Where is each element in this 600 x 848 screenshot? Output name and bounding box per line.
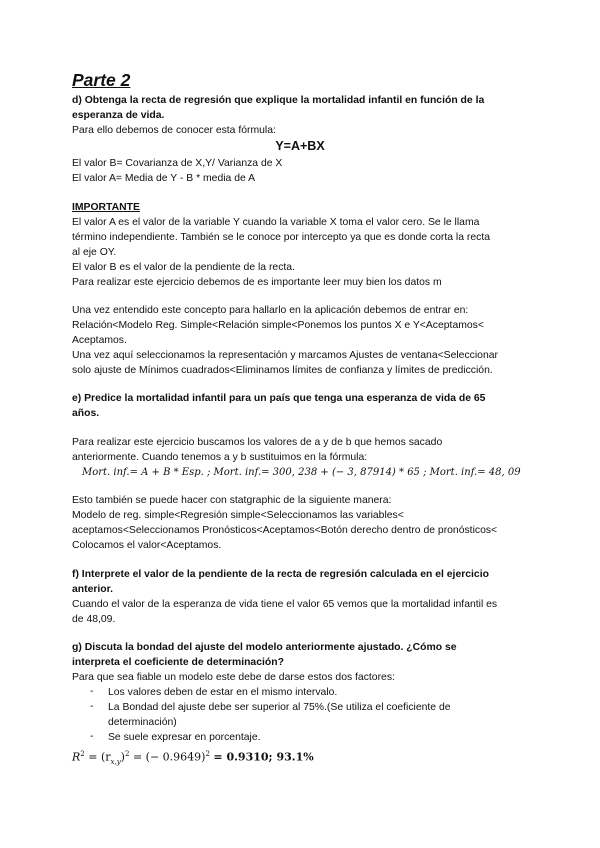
f-answer-line-1: Cuando el valor de la esperanza de vida tiene el valor 65 vemos que la mortalidad infantil es bbox=[72, 599, 498, 610]
procedure-line: Relación<Modelo Reg. Simple<Relación simple<Ponemos los puntos X e Y<Aceptamos< bbox=[72, 320, 484, 331]
f-answer-line-2: de 48,09. bbox=[72, 614, 116, 625]
bullet-dash: - bbox=[90, 686, 94, 697]
g-bullet-1: Los valores deben de estar en el mismo intervalo. bbox=[108, 687, 338, 698]
g-bullet-2-line-1: La Bondad del ajuste debe ser superior al 75%.(Se utiliza el coeficiente de bbox=[108, 702, 451, 713]
question-e-line-2: años. bbox=[72, 408, 100, 419]
question-d-line-1: d) Obtenga la recta de regresión que explique la mortalidad infantil en función de la bbox=[72, 95, 485, 106]
question-f-line-2: anterior. bbox=[72, 584, 113, 595]
procedure-line: solo ajuste de Mínimos cuadrados<Eliminamos límites de confianza y límites de predicción. bbox=[72, 365, 493, 376]
r2-result: = 0.9310; 93.1% bbox=[213, 750, 314, 764]
importante-line: al eje OY. bbox=[72, 247, 117, 258]
r2-subscript: x,y bbox=[110, 757, 121, 766]
statgraphic-line: Modelo de reg. simple<Regresión simple<Seleccionamos las variables< bbox=[72, 510, 404, 521]
g-bullet-3: Se suele expresar en porcentaje. bbox=[108, 732, 261, 743]
prediction-equation: Mort. inf.= A + B * Esp. ; Mort. inf.= 300, 238 + (− 3, 87914) * 65 ; Mort. inf.= 48, 09 bbox=[82, 467, 521, 478]
importante-label: IMPORTANTE bbox=[72, 202, 140, 213]
r-squared-equation bbox=[72, 748, 314, 769]
question-e-line-1: e) Predice la mortalidad infantil para un país que tenga una esperanza de vida de 65 bbox=[72, 393, 486, 404]
question-d-line-2: esperanza de vida. bbox=[72, 110, 165, 121]
r2-close: ) bbox=[120, 750, 125, 764]
procedure-line: Una vez entendido este concepto para hallarlo en la aplicación debemos de entrar en: bbox=[72, 305, 469, 316]
a-definition: El valor A= Media de Y - B * media de A bbox=[72, 173, 256, 184]
importante-line: Para realizar este ejercicio debemos de es importante leer muy bien los datos m bbox=[72, 277, 442, 288]
procedure-line: Aceptamos. bbox=[72, 335, 127, 346]
r2-eq-part: = (r bbox=[88, 750, 111, 764]
e-text-line-1: Para realizar este ejercicio buscamos los valores de a y de b que hemos sacado bbox=[72, 437, 443, 448]
g-intro: Para que sea fiable un modelo este debe de darse estos dos factores: bbox=[72, 672, 395, 683]
r2-exponent: 2 bbox=[205, 750, 210, 758]
procedure-line: Una vez aquí seleccionamos la representación y marcamos Ajustes de ventana<Seleccionar bbox=[72, 350, 498, 361]
statgraphic-line: aceptamos<Seleccionamos Pronósticos<Aceptamos<Botón derecho dentro de pronósticos< bbox=[72, 525, 498, 536]
r2-value-part: = (− 0.9649) bbox=[132, 750, 206, 764]
bullet-dash: - bbox=[90, 701, 94, 712]
g-bullet-2-line-2: determinación) bbox=[108, 717, 177, 728]
formula-intro: Para ello debemos de conocer esta fórmula: bbox=[72, 125, 276, 136]
statgraphic-line: Colocamos el valor<Aceptamos. bbox=[72, 540, 222, 551]
section-heading: Parte 2 bbox=[72, 70, 131, 90]
question-g-line-1: g) Discuta la bondad del ajuste del modelo anteriormente ajustado. ¿Cómo se bbox=[72, 642, 457, 653]
importante-line: El valor B es el valor de la pendiente de la recta. bbox=[72, 262, 295, 273]
r2-exponent: 2 bbox=[124, 750, 130, 758]
bullet-dash: - bbox=[90, 731, 94, 742]
r2-symbol: R bbox=[72, 750, 81, 764]
question-g-line-2: interpreta el coeficiente de determinación? bbox=[72, 657, 284, 668]
regression-formula: Y=A+BX bbox=[275, 139, 325, 153]
importante-line: El valor A es el valor de la variable Y cuando la variable X toma el valor cero. Se le llama bbox=[72, 217, 480, 228]
e-text-line-2: anteriormente. Cuando tenemos a y b sustituimos en la fórmula: bbox=[72, 452, 368, 463]
question-f-line-1: f) Interprete el valor de la pendiente de la recta de regresión calculada en el ejercicio bbox=[72, 569, 489, 580]
statgraphic-line: Esto también se puede hacer con statgraphic de la siguiente manera: bbox=[72, 495, 392, 506]
r2-exponent: 2 bbox=[80, 750, 85, 758]
b-definition: El valor B= Covarianza de X,Y/ Varianza de X bbox=[72, 158, 283, 169]
importante-line: término independiente. También se le conoce por intercepto ya que es donde corta la recta bbox=[72, 232, 491, 243]
